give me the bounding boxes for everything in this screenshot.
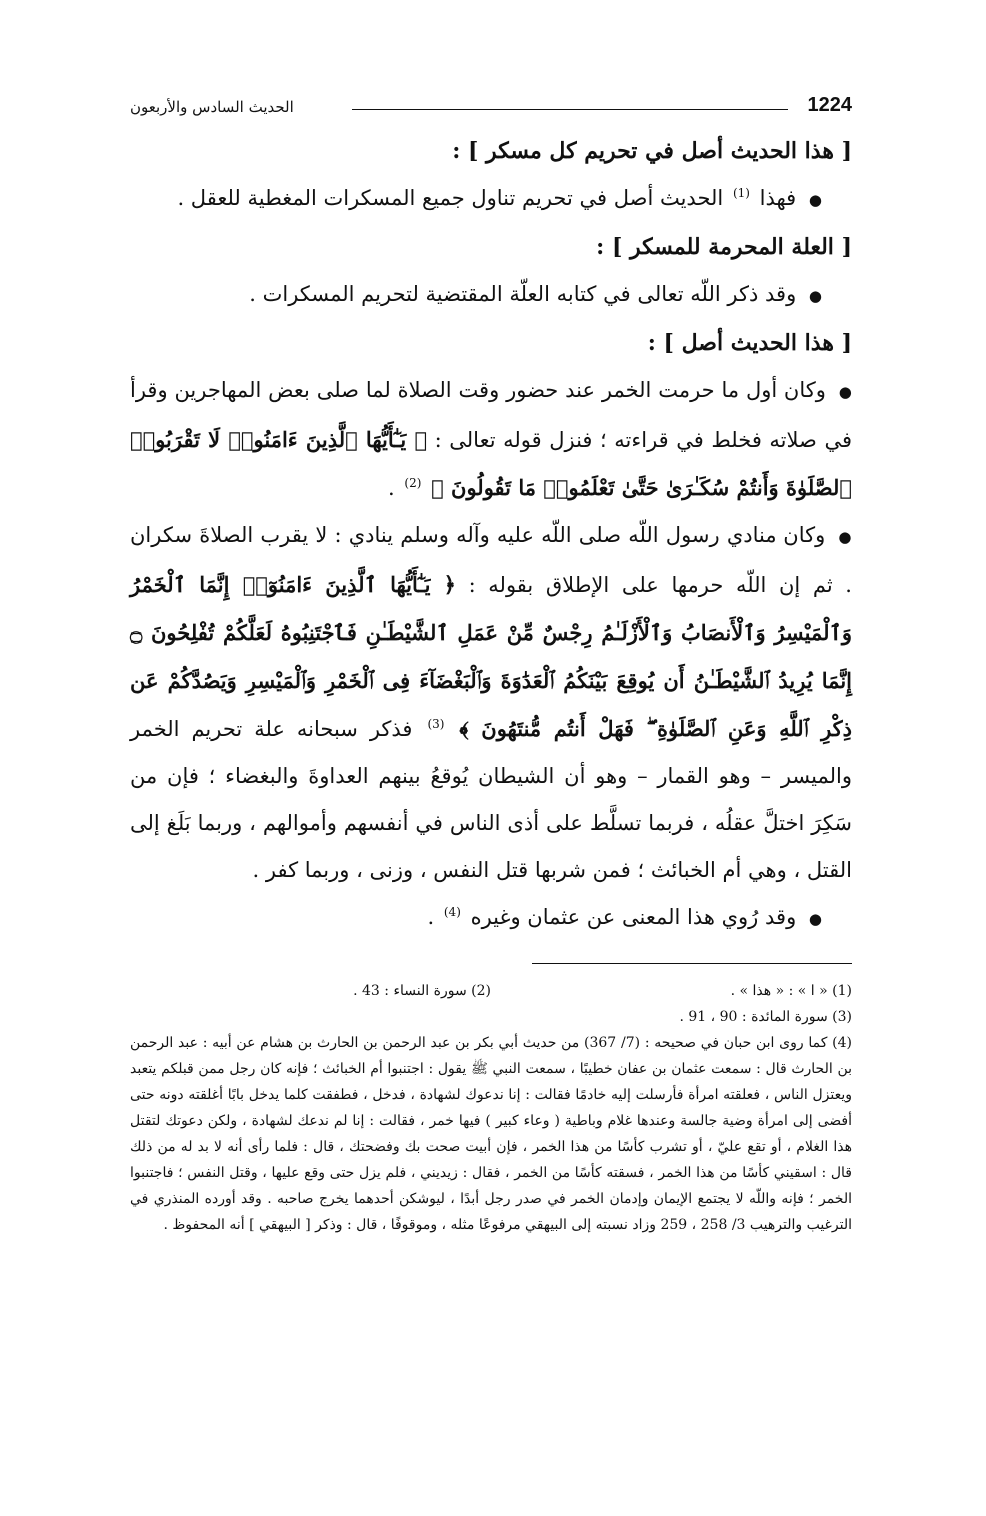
paragraph (130, 894, 852, 943)
body-text (130, 128, 852, 943)
paragraph-text: فهذا (759, 186, 797, 210)
bullet-icon: ● (808, 287, 822, 305)
footnote: (3) سورة المائدة : 90 ، 91 . (679, 1009, 852, 1025)
running-title: الحديث السادس والأربعون (130, 98, 294, 116)
footnote-reference[interactable]: (3) (427, 717, 445, 731)
bullet-icon: ● (808, 191, 822, 209)
footnote: (1) « ا » : « هذا » . (730, 983, 852, 999)
quran-verse: ﴿ يَـٰٓأَيُّهَا ٱلَّذِينَ ءَامَنُوا۟ لَا تَقْرَبُوا۟ ٱلصَّلَوٰةَ وَأَنتُمْ سُكَـٰرَىٰ حَتَّىٰ تَعْلَمُوا۟ مَا تَقُولُونَ ﴾ (130, 427, 852, 500)
quran-verse: ﴿ يَـٰٓأَيُّهَا ٱلَّذِينَ ءَامَنُوٓا۟ إِنَّمَا ٱلْخَمْرُ وَٱلْمَيْسِرُ وَٱلْأَنصَابُ وَٱلْأَزْلَـٰمُ رِجْسٌ مِّنْ عَمَلِ ٱلشَّيْطَـٰنِ فَٱجْتَنِبُوهُ لَعَلَّكُمْ تُفْلِحُونَ ۝ إِنَّمَا يُرِيدُ ٱلشَّيْطَـٰنُ أَن يُوقِعَ بَيْنَكُمُ ٱلْعَدَٰوَةَ وَٱلْبَغْضَآءَ فِى ٱلْخَمْرِ وَٱلْمَيْسِرِ وَيَصُدَّكُمْ عَن ذِكْرِ ٱللَّهِ وَعَنِ ٱلصَّلَوٰةِ ۖ فَهَلْ أَنتُم مُّنتَهُونَ ﴾ (130, 572, 852, 741)
bullet-icon: ● (838, 528, 852, 546)
paragraph-text: وقد رُوي هذا المعنى عن عثمان وغيره (470, 905, 797, 929)
footnote-reference[interactable]: (4) (443, 905, 461, 919)
paragraph (130, 367, 852, 512)
footnote-reference[interactable]: (1) (732, 186, 750, 200)
paragraph-text: وقد ذكر اللّه تعالى في كتابه العلّة المقتضية لتحريم المسكرات . (249, 282, 797, 306)
section-heading: [ هذا الحديث أصل ] : (647, 330, 852, 356)
paragraph (130, 175, 852, 224)
paragraph-text: . (427, 905, 435, 929)
paragraph-text: . (388, 476, 395, 500)
paragraph-text: الحديث أصل في تحريم تناول جميع المسكرات المغطية للعقل . (177, 186, 724, 210)
paragraph-text: فذكر سبحانه علة تحريم الخمر والميسر – وهو القمار – وهو أن الشيطان يُوقعُ بينهم العداوةَ والبغضاء ؛ فإن من سَكِرَ اختلَّ عقلُه ، فربما تسلَّط على أذى الناس في أنفسهم وأموالهم ، وربما بَلَغ إلى القتل ، وهي أم الخبائث ؛ فمن شربها قتل النفس ، وزنى ، وربما كفر . (130, 717, 852, 882)
bullet-icon: ● (808, 910, 822, 928)
paragraph-text: وكان أول ما حرمت الخمر عند حضور وقت الصلاة لما صلى بعض المهاجرين وقرأ في صلاته فخلط في قراءته ؛ فنزل قوله تعالى : (130, 378, 852, 452)
header-rule (352, 109, 788, 110)
footnote: (4) كما روى ابن حبان في صحيحه : (7/ 367) من حديث أبي بكر بن عبد الرحمن بن الحارث بن هشام عن أبيه : عبد الرحمن بن الحارث قال : سمعت عثمان بن عفان خطيبًا ، سمعت النبي ﷺ يقول : اجتنبوا أم الخبائث ؛ فإنه كان رجل ممن قبلكم يتعبد ويعتزل الناس ، فعلقته امرأة فأرسلت إليه خادمًا فقالت : إنا ندعوك لشهادة ، فدخل ، فطفقت كلما يدخل بابًا أغلقته دونه حتى أفضى إلى امرأة وضية جالسة وعندها غلام وباطية ( وعاء كبير ) فيها خمر ، فقالت : إنا لم ندعك لشهادة ، ولكن دعوتك لتقتل هذا الغلام ، أو تقع عليّ ، أو تشرب كأسًا من هذا الخمر ، فإن أبيت صحت بك وفضحتك ، قال : فلما رأى أنه لا بد له من ذلك قال : اسقيني كأسًا من هذا الخمر ، فسقته كأسًا من الخمر ، فقال : زيديني ، فلم يزل حتى وقع عليها ، وقتل النفس ؛ فاجتنبوا الخمر ؛ فإنه واللّه لا يجتمع الإيمان وإدمان الخمر في صدر رجل أبدًا ، ليوشكن أحدهما يخرج صاحبه . وقد أورده المنذري في الترغيب والترهيب 3/ 258 ، 259 وزاد نسبته إلى البيهقي مرفوعًا مثله ، وموقوفًا ، قال : وذكر [ البيهقي ] أنه المحفوظ . (130, 1035, 853, 1233)
footnote: (2) سورة النساء : 43 . (353, 983, 491, 999)
section-heading: [ العلة المحرمة للمسكر ] : (596, 234, 852, 260)
paragraph (130, 512, 852, 894)
page (130, 92, 852, 1238)
paragraph-text: وكان منادي رسول اللّه صلى اللّه عليه وآله وسلم ينادي : لا يقرب الصلاةَ سكران . ثم إن اللّه حرمها على الإطلاق بقوله : (130, 523, 852, 597)
section-heading: [ هذا الحديث أصل في تحريم كل مسكر ] : (452, 138, 852, 164)
page-number: 1224 (807, 94, 852, 116)
footnote-separator (532, 963, 852, 964)
footnotes (130, 978, 852, 1238)
footnote-row (130, 978, 852, 1004)
page-header (130, 92, 852, 128)
bullet-icon: ● (838, 383, 852, 401)
paragraph (130, 271, 852, 320)
footnote-reference[interactable]: (2) (404, 476, 422, 490)
